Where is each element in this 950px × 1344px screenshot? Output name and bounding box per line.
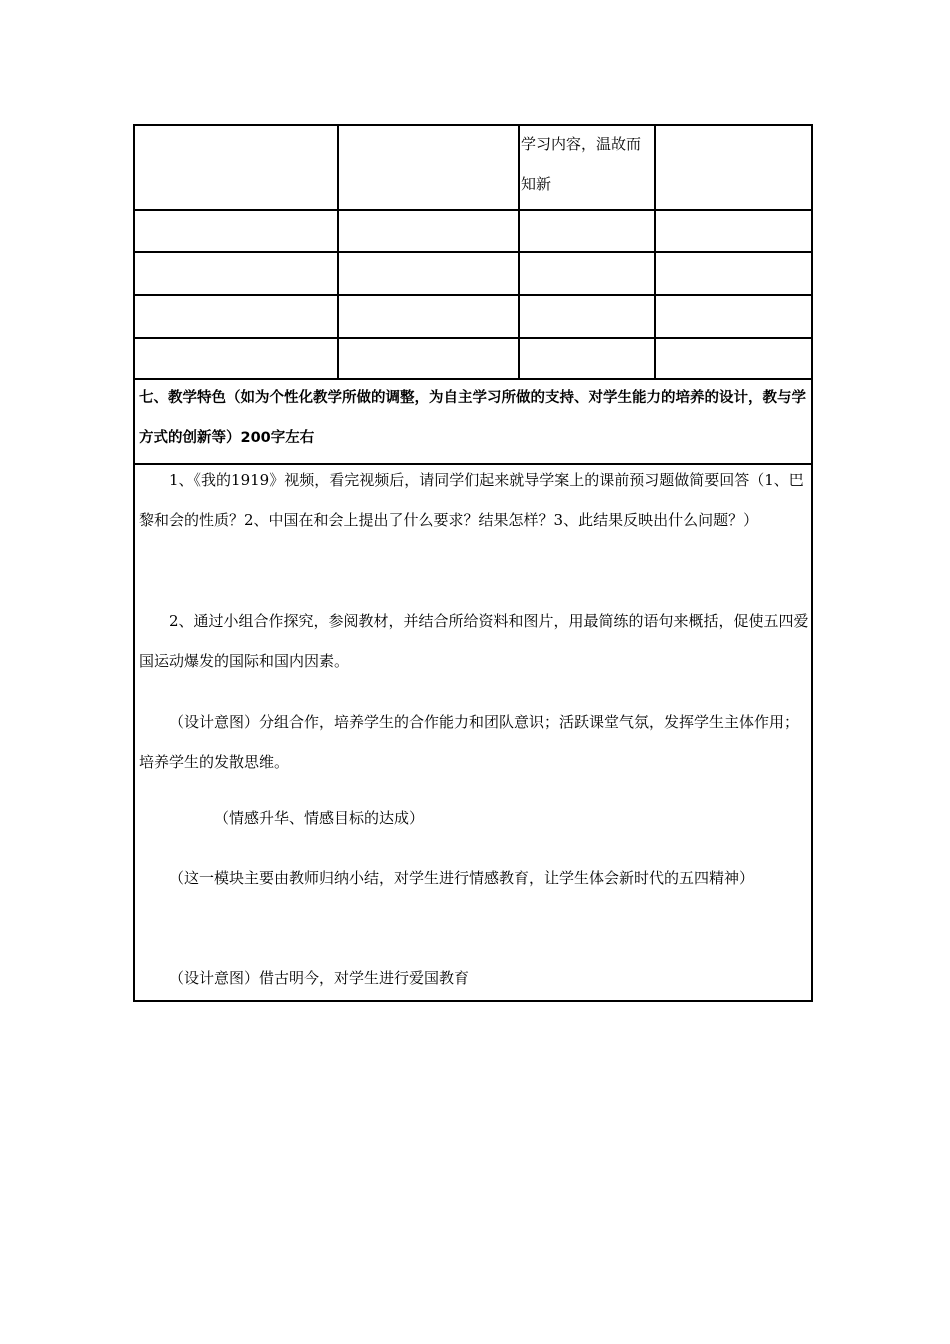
paragraph-4: （情感升华、情感目标的达成）	[214, 809, 425, 827]
column-divider	[654, 126, 656, 378]
paragraph-3: （设计意图）分组合作，培养学生的合作能力和团队意识；活跃课堂气氛，发挥学生主体作用；培养学生的发散思维。	[139, 713, 800, 771]
column-divider	[518, 126, 520, 378]
row-divider	[135, 209, 811, 211]
lesson-plan-table	[133, 124, 813, 1002]
column-divider	[337, 126, 339, 378]
row-divider	[135, 251, 811, 253]
paragraph-6: （设计意图）借古明今，对学生进行爱国教育	[169, 969, 470, 987]
row-divider	[135, 337, 811, 339]
paragraph-2: 2、通过小组合作探究，参阅教材，并结合所给资料和图片，用最简练的语句来概括，促使五四爱国运动爆发的国际和国内因素。	[139, 612, 809, 670]
paragraph-1: 1、《我的1919》视频，看完视频后，请同学们起来就导学案上的课前预习题做简要回答（1、巴黎和会的性质？2、中国在和会上提出了什么要求？结果怎样？3、此结果反映出什么问题？）	[139, 471, 804, 529]
section-heading: 七、教学特色（如为个性化教学所做的调整，为自主学习所做的支持、对学生能力的培养的设计，教与学方式的创新等）200字左右	[139, 390, 806, 446]
paragraph-5: （这一模块主要由教师归纳小结，对学生进行情感教育，让学生体会新时代的五四精神）	[169, 869, 755, 887]
row-divider	[135, 294, 811, 296]
table-cell-text: 学习内容，温故而知新	[521, 135, 642, 193]
